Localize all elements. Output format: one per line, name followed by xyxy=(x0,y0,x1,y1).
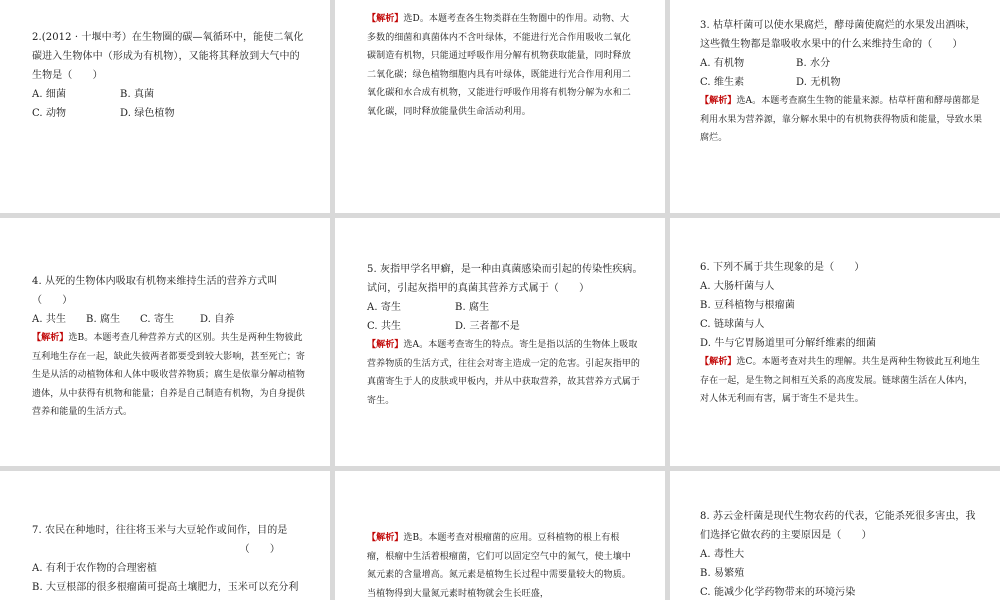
analysis-text: 选C。本题考查对共生的理解。共生是两种生物彼此互利地生存在一起，是生物之间相互关系的高度发展。链球菌生活在人体内，对人体无利而有害，属于寄生不是共生。 xyxy=(700,357,980,404)
option-b: B. 豆科植物与根瘤菌 xyxy=(700,300,795,311)
question-block xyxy=(32,28,308,123)
question-stem: 6. 下列不属于共生现象的是（ ） xyxy=(700,262,865,273)
analysis-block xyxy=(700,353,980,409)
option-c: C. 共生 xyxy=(367,321,402,332)
question-block xyxy=(700,507,984,600)
option-b: B. 大豆根部的很多根瘤菌可提高土壤肥力，玉米可以充分利 xyxy=(32,582,299,593)
question-block xyxy=(367,260,643,410)
question-stem: 8. 苏云金杆菌是现代生物农药的代表，它能杀死很多害虫，我们选择它做农药的主要原因是（ ） xyxy=(700,511,976,541)
options xyxy=(32,85,308,104)
slide-question-2[interactable] xyxy=(0,0,330,213)
question-stem: 4. 从死的生物体内吸取有机物来维持生活的营养方式叫（ ） xyxy=(32,276,278,306)
option-a: A. 毒性大 xyxy=(700,549,745,560)
slide-question-7[interactable] xyxy=(0,471,330,600)
slide-question-6[interactable] xyxy=(670,218,1000,466)
options xyxy=(32,559,310,597)
analysis-tag: 【解析】 xyxy=(32,333,69,343)
question-block xyxy=(700,258,980,409)
slide-analysis-7[interactable] xyxy=(335,471,665,600)
option-c: C. 维生素 xyxy=(700,77,745,88)
options xyxy=(700,54,984,73)
options-row-2 xyxy=(367,317,643,336)
analysis-tag: 【解析】 xyxy=(367,533,404,543)
question-block xyxy=(700,16,984,148)
option-c: C. 动物 xyxy=(32,108,67,119)
analysis-tag: 【解析】 xyxy=(367,340,404,350)
analysis-block xyxy=(700,92,984,148)
analysis-block xyxy=(367,10,635,121)
option-a: A. 有利于农作物的合理密植 xyxy=(32,563,157,574)
option-a: A. 共生 xyxy=(32,314,67,325)
analysis-text: 选B。本题考查对根瘤菌的应用。豆科植物的根上有根瘤，根瘤中生活着根瘤菌，它们可以固定空气中的氮气，使土壤中氮元素的含量增高。氮元素是植物生长过程中需要量较大的物质。当植物得到大量氮元素时植物就会生长旺盛， xyxy=(367,533,631,599)
option-a: A. 有机物 xyxy=(700,58,745,69)
analysis-block xyxy=(367,529,635,600)
option-b: B. 真菌 xyxy=(120,89,155,100)
question-stem: 7. 农民在种地时，往往将玉米与大豆轮作或间作，目的是 xyxy=(32,525,288,536)
question-stem: 2.(2012 · 十堰中考）在生物圈的碳—氧循环中，能使二氧化碳进入生物体中（形成为有机物），又能将其释放到大气中的生物是（ ） xyxy=(32,32,304,81)
option-a: A. 大肠杆菌与人 xyxy=(700,281,775,292)
option-d: D. 三者都不是 xyxy=(455,321,520,332)
question-stem: 5. 灰指甲学名甲癣，是一种由真菌感染而引起的传染性疾病。试问，引起灰指甲的真菌其营养方式属于（ ） xyxy=(367,264,643,294)
analysis-block xyxy=(367,336,643,410)
question-stem: 3. 枯草杆菌可以使水果腐烂，酵母菌使腐烂的水果发出酒味，这些微生物都是靠吸收水果中的什么来维持生命的（ ） xyxy=(700,20,976,50)
option-c: C. 能减少化学药物带来的环境污染 xyxy=(700,587,856,598)
slide-question-8[interactable] xyxy=(670,471,1000,600)
analysis-text: 选B。本题考查几种营养方式的区别。共生是两种生物彼此互利地生存在一起，缺此失彼两者都要受到较大影响，甚至死亡；寄生是从活的动植物体和人体中吸收营养物质；腐生是依靠分解动植物遗体，从中获得有机物和能量；自养是自己制造有机物，为自身提供营养和能量的生活方式。 xyxy=(32,333,306,417)
options-row-2 xyxy=(32,104,308,123)
options xyxy=(700,545,984,600)
option-a: A. 细菌 xyxy=(32,89,67,100)
analysis-tag: 【解析】 xyxy=(700,96,737,106)
analysis-block xyxy=(32,329,306,422)
option-a: A. 寄生 xyxy=(367,302,402,313)
slide-question-3[interactable] xyxy=(670,0,1000,213)
option-d: D. 自养 xyxy=(200,314,235,325)
analysis-tag: 【解析】 xyxy=(367,14,404,24)
option-d: D. 无机物 xyxy=(796,77,841,88)
analysis-text: 选A。本题考查寄生的特点。寄生是指以活的生物体上吸取营养物质的生活方式，往往会对寄主造成一定的危害。引起灰指甲的真菌寄生于人的皮肤或甲板内，并从中获取营养，故其营养方式属于寄生。 xyxy=(367,340,641,406)
answer-blank: （ ） xyxy=(239,544,280,555)
options xyxy=(32,310,306,329)
option-b: B. 水分 xyxy=(796,58,831,69)
analysis-tag: 【解析】 xyxy=(700,357,737,367)
option-b: B. 腐生 xyxy=(455,302,490,313)
slide-question-4[interactable] xyxy=(0,218,330,466)
options-row-2 xyxy=(700,73,984,92)
question-block xyxy=(32,521,310,597)
options xyxy=(367,298,643,317)
option-d: D. 绿色植物 xyxy=(120,108,175,119)
question-block xyxy=(32,272,306,422)
analysis-text: 选D。本题考查各生物类群在生物圈中的作用。动物、大多数的细菌和真菌体内不含叶绿体，不能进行光合作用吸收二氧化碳制造有机物，只能通过呼吸作用分解有机物获取能量，同时释放二氧化碳；绿色植物细胞内具有叶绿体，既能进行光合作用利用二氧化碳和水合成有机物，又能进行呼吸作用将有机物分解为水和二氧化碳，同时释放能量供生命活动利用。 xyxy=(367,14,631,117)
option-b: B. 易繁殖 xyxy=(700,568,745,579)
option-c: C. 链球菌与人 xyxy=(700,319,765,330)
slide-analysis-2[interactable] xyxy=(335,0,665,213)
option-d: D. 牛与它胃肠道里可分解纤维素的细菌 xyxy=(700,338,876,349)
option-b: B. 腐生 xyxy=(86,314,121,325)
option-c: C. 寄生 xyxy=(140,314,175,325)
options xyxy=(700,277,980,353)
slide-question-5[interactable] xyxy=(335,218,665,466)
analysis-text: 选A。本题考查腐生生物的能量来源。枯草杆菌和酵母菌都是利用水果为营养源，靠分解水果中的有机物获得物质和能量，导致水果腐烂。 xyxy=(700,96,983,143)
